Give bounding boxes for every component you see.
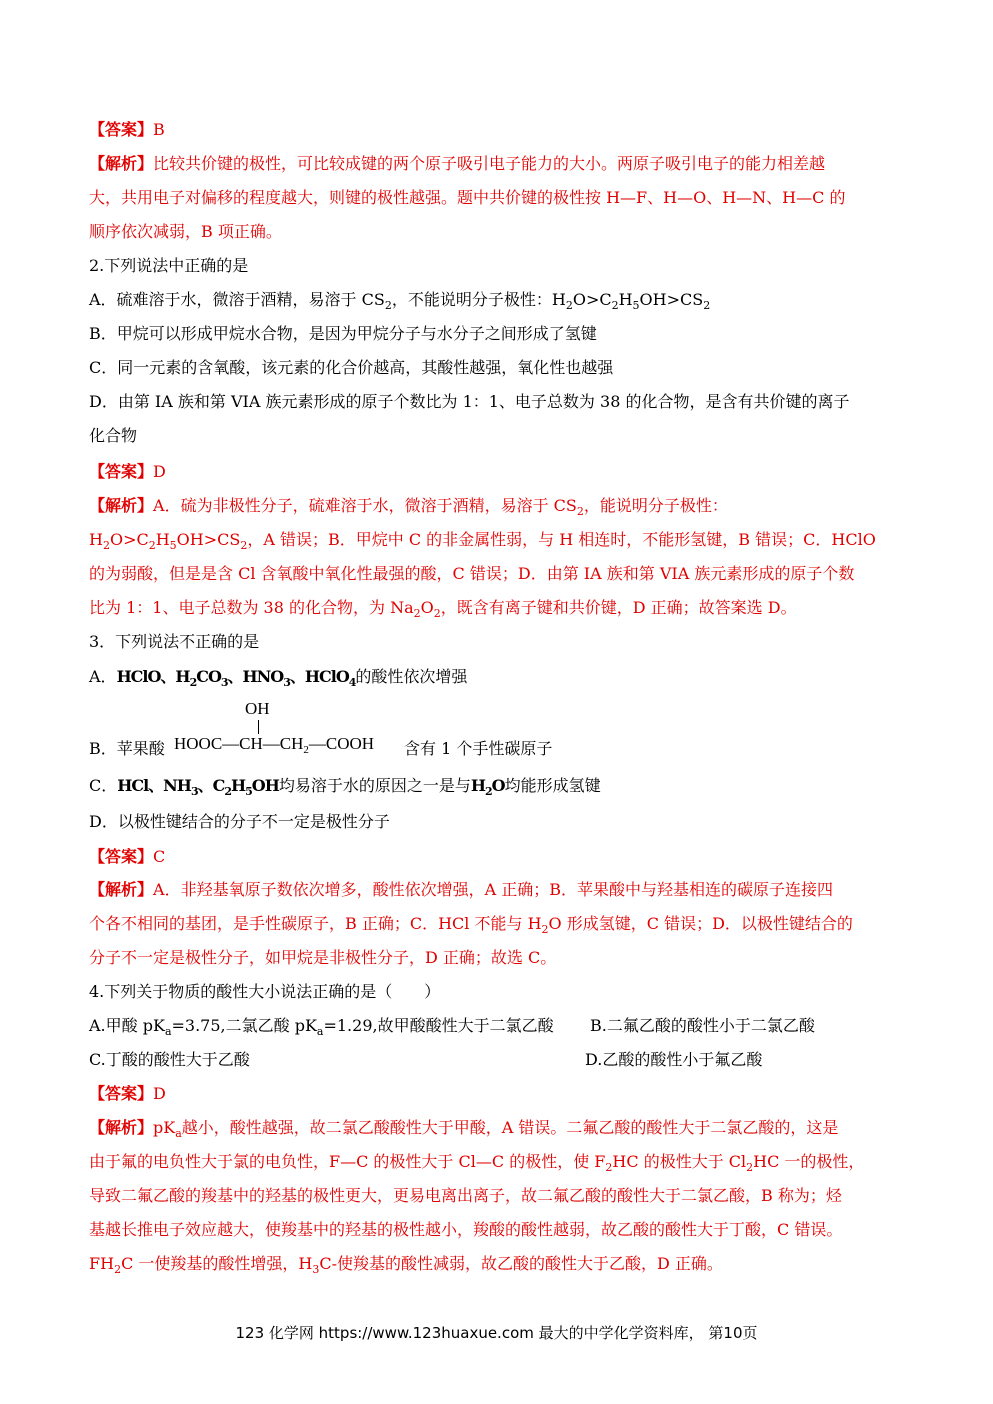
question-3-stem: 3．下列说法不正确的是 — [89, 632, 260, 651]
subscript: 2 — [484, 785, 492, 798]
option-text: B．苹果酸 — [89, 739, 165, 758]
option-text: 的酸性依次增强 — [355, 667, 468, 686]
question-4-option-a — [89, 1015, 554, 1043]
subscript: 3 — [312, 1263, 320, 1276]
formula: HCl、NH — [117, 776, 191, 795]
explanation-text: A．硫为非极性分子，硫难溶于水，微溶于酒精，易溶于 CS — [153, 496, 577, 515]
answer-value: C — [153, 847, 166, 866]
explanation-4-line-1 — [89, 1117, 838, 1145]
subscript: 4 — [348, 676, 356, 689]
explanation-text: ，A 错误；B．甲烷中 C 的非金属性弱，与 H 相连时，不能形氢键，B 错误；C．HClO — [247, 530, 876, 549]
explanation-4-line-4: 基越长推电子效应越大，使羧基中的羟基的极性越小，羧酸的酸性越弱，故乙酸的酸性大于丁酸，C 错误。 — [89, 1220, 843, 1239]
question-4-option-b: B.二氟乙酸的酸性小于二氯乙酸 — [590, 1016, 815, 1035]
explanation-text: pK — [153, 1118, 176, 1137]
explanation-2-line-1 — [89, 495, 728, 523]
structure-chain: HOOC—CH—CH — [174, 734, 304, 753]
answer-line-2 — [89, 461, 166, 483]
subscript: 2 — [746, 1161, 754, 1174]
question-2-option-d-cont: 化合物 — [89, 426, 138, 445]
explanation-text: O>C — [109, 530, 149, 549]
subscript: 3 — [190, 785, 198, 798]
answer-label: 【答案】 — [89, 462, 154, 481]
option-text: OH>CS — [639, 290, 704, 309]
option-text: 均能形成氢键 — [504, 776, 601, 795]
answer-value: D — [153, 1084, 166, 1103]
question-2-stem: 2.下列说法中正确的是 — [89, 256, 249, 275]
formula: O — [491, 776, 505, 795]
subscript: 2 — [576, 505, 584, 518]
subscript: 2 — [189, 676, 197, 689]
subscript: 2 — [541, 923, 549, 936]
question-2-option-b: B．甲烷可以形成甲烷水合物，是因为甲烷分子与水分子之间形成了氢键 — [89, 324, 597, 343]
formula: 、HNO — [227, 667, 284, 686]
explanation-text: O 形成氢键，C 错误；D．以极性键结合的 — [548, 914, 853, 933]
answer-line-1 — [89, 119, 165, 141]
explanation-text: OH>CS — [176, 530, 241, 549]
explanation-1-line-1 — [89, 153, 825, 175]
explanation-text: C 一使羧基的酸性增强，H — [121, 1254, 313, 1273]
formula: H — [231, 776, 246, 795]
formula: OH — [251, 776, 279, 795]
question-3-option-b-tail: 含有 1 个手性碳原子 — [404, 739, 553, 758]
answer-value: D — [153, 462, 166, 481]
subscript: 3 — [220, 676, 228, 689]
subscript: 5 — [169, 539, 177, 552]
question-2-option-a — [89, 289, 710, 317]
answer-label: 【答案】 — [89, 847, 154, 866]
subscript: 2 — [114, 1263, 122, 1276]
subscript: a — [175, 1127, 182, 1140]
structure-bond-line — [258, 720, 259, 734]
explanation-3-line-3: 分子不一定是极性分子，如甲烷是非极性分子，D 正确；故选 C。 — [89, 948, 557, 967]
formula: H — [470, 776, 485, 795]
subscript: 2 — [413, 607, 421, 620]
explanation-text: 比较共价键的极性，可比较成键的两个原子吸引电子能力的大小。两原子吸引电子的能力相差越 — [153, 154, 826, 173]
subscript: 2 — [565, 299, 573, 312]
explanation-3-line-2 — [89, 913, 853, 941]
explanation-4-line-2 — [89, 1151, 864, 1179]
formula: CO — [196, 667, 221, 686]
option-text: =1.29,故甲酸酸性大于二氯乙酸 — [323, 1016, 554, 1035]
answer-line-4 — [89, 1083, 166, 1105]
explanation-label: 【解析】 — [89, 154, 154, 173]
explanation-text: 由于氟的电负性大于氯的电负性，F—C 的极性大于 Cl—C 的极性，使 F — [89, 1152, 606, 1171]
explanation-text: HC 的极性大于 Cl — [612, 1152, 747, 1171]
subscript: 2 — [433, 607, 441, 620]
subscript: a — [164, 1025, 172, 1038]
explanation-2-line-4 — [89, 597, 797, 625]
subscript: a — [316, 1025, 324, 1038]
subscript: 3 — [283, 676, 290, 689]
option-text: ，不能说明分子极性：H — [391, 290, 566, 309]
option-text: C． — [89, 776, 118, 795]
page-footer: 123 化学网 https://www.123huaxue.com 最大的中学化学资料库， 第10页 — [235, 1324, 758, 1342]
formula: 、HClO — [289, 667, 349, 686]
option-text: A．硫难溶于水，微溶于酒精，易溶于 CS — [89, 290, 385, 309]
option-text: 均易溶于水的原因之一是与 — [278, 776, 471, 795]
explanation-text: ，能说明分子极性： — [583, 496, 728, 515]
explanation-label: 【解析】 — [89, 880, 154, 899]
explanation-text: H — [155, 530, 170, 549]
structure-chain: —COOH — [308, 734, 375, 753]
option-text: H — [618, 290, 633, 309]
question-4-option-d: D.乙酸的酸性小于氟乙酸 — [585, 1050, 763, 1069]
explanation-text: FH — [89, 1254, 115, 1273]
option-text: A.甲酸 pK — [89, 1016, 165, 1035]
structure-oh: OH — [245, 699, 270, 718]
question-3-option-c — [89, 775, 601, 803]
subscript: 2 — [703, 299, 711, 312]
subscript: 2 — [224, 785, 231, 798]
explanation-label: 【解析】 — [89, 1118, 154, 1137]
explanation-text: HC 一的极性， — [753, 1152, 865, 1171]
explanation-1-line-3: 顺序依次减弱，B 项正确。 — [89, 222, 282, 241]
explanation-label: 【解析】 — [89, 496, 154, 515]
explanation-text: O — [420, 598, 434, 617]
formula: 、C — [197, 776, 225, 795]
option-text: =3.75,二氯乙酸 pK — [171, 1016, 317, 1035]
malic-acid-structure — [174, 734, 374, 756]
question-3-option-d: D．以极性键结合的分子不一定是极性分子 — [89, 812, 390, 831]
formula: HClO、H — [116, 667, 190, 686]
subscript: 2 — [384, 299, 392, 312]
explanation-3-line-1 — [89, 879, 833, 901]
explanation-2-line-2 — [89, 529, 876, 557]
subscript: 2 — [605, 1161, 613, 1174]
question-4-option-c: C.丁酸的酸性大于乙酸 — [89, 1050, 250, 1069]
subscript: 2 — [148, 539, 156, 552]
subscript: 2 — [303, 744, 309, 756]
subscript: 5 — [632, 299, 640, 312]
option-text: O>C — [572, 290, 612, 309]
subscript: 2 — [240, 539, 248, 552]
explanation-4-line-3: 导致二氟乙酸的羧基中的羟基的极性更大，更易电离出离子，故二氟乙酸的酸性大于二氯乙酸，B 称为；烃 — [89, 1186, 842, 1205]
subscript: 2 — [611, 299, 619, 312]
explanation-text: C-使羧基的酸性减弱，故乙酸的酸性大于乙酸，D 正确。 — [319, 1254, 723, 1273]
question-4-stem: 4.下列关于物质的酸性大小说法正确的是（ ） — [89, 982, 441, 1001]
explanation-4-line-5 — [89, 1253, 723, 1281]
explanation-text: 越小，酸性越强，故二氯乙酸酸性大于甲酸，A 错误。二氟乙酸的酸性大于二氯乙酸的，这是 — [181, 1118, 839, 1137]
question-3-option-b — [89, 738, 165, 760]
option-text: A． — [89, 667, 117, 686]
subscript: 5 — [245, 785, 252, 798]
explanation-text: ，既含有离子键和共价键，D 正确；故答案选 D。 — [440, 598, 797, 617]
explanation-text: 比为 1：1、电子总数为 38 的化合物，为 Na — [89, 598, 414, 617]
subscript: 2 — [102, 539, 110, 552]
explanation-text: H — [89, 530, 103, 549]
answer-label: 【答案】 — [89, 120, 154, 139]
answer-value: B — [153, 120, 165, 139]
explanation-1-line-2: 大，共用电子对偏移的程度越大，则键的极性越强。题中共价键的极性按 H—F、H—O、H—N、H—C 的 — [89, 188, 846, 207]
explanation-2-line-3: 的为弱酸，但是是含 Cl 含氧酸中氧化性最强的酸，C 错误；D．由第 IA 族和第 VIA 族元素形成的原子个数 — [89, 564, 855, 583]
question-3-option-a — [89, 666, 467, 694]
answer-line-3 — [89, 846, 165, 868]
explanation-text: A．非羟基氧原子数依次增多，酸性依次增强，A 正确；B．苹果酸中与羟基相连的碳原子连接四 — [153, 880, 833, 899]
explanation-text: 个各不相同的基团，是手性碳原子，B 正确；C．HCl 不能与 H — [89, 914, 542, 933]
answer-label: 【答案】 — [89, 1084, 154, 1103]
question-2-option-d: D．由第 IA 族和第 VIA 族元素形成的原子个数比为 1：1、电子总数为 38 的化合物，是含有共价键的离子 — [89, 392, 850, 411]
question-2-option-c: C．同一元素的含氧酸，该元素的化合价越高，其酸性越强，氧化性也越强 — [89, 358, 614, 377]
